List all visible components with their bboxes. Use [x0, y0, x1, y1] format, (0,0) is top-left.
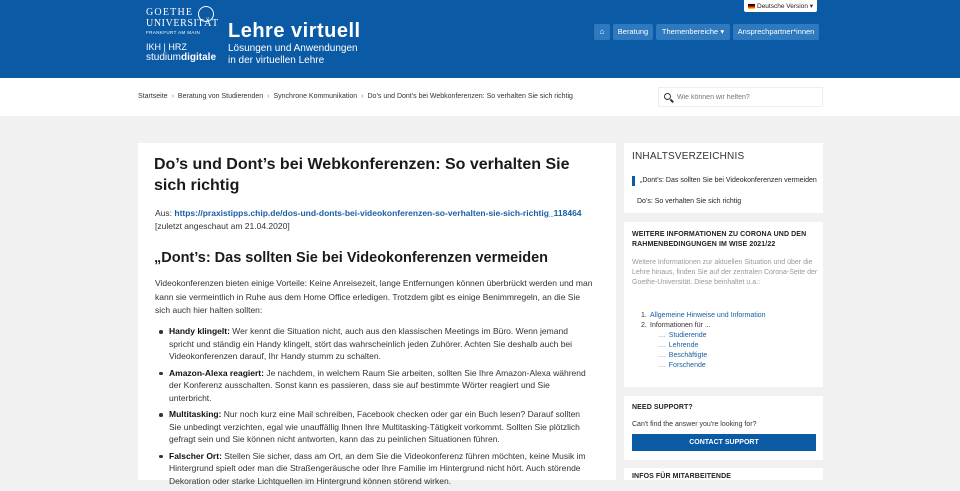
list-item	[641, 351, 766, 361]
link-studierende[interactable]: Studierende	[668, 332, 707, 339]
corona-info-heading: WEITERE INFORMATIONEN ZU CORONA UND DEN RAHMENBEDINGUNGEN IM WISE 2021/22	[632, 231, 807, 248]
search-input[interactable]	[677, 92, 817, 103]
table-of-contents	[624, 143, 823, 213]
ellipsis-icon: ....	[658, 332, 666, 339]
site-subtitle	[228, 43, 358, 67]
support-text: Can't find the answer you're looking for?	[632, 421, 757, 428]
donts-list	[169, 325, 589, 491]
toc-title: INHALTSVERZEICHNIS	[632, 151, 745, 162]
corona-info-list	[641, 311, 766, 371]
chevron-right-icon: ›	[171, 93, 174, 100]
goethe-portrait-icon	[198, 6, 214, 22]
ellipsis-icon: ....	[658, 352, 666, 359]
corona-info-text: Weitere Informationen zur aktuellen Situation und über die Lehre hinaus, finden Sie auf der zentralen Corona-Seite der Goethe-Universität. Diese beinhaltet u.a.:	[632, 259, 818, 286]
breadcrumb-synchrone-kommunikation[interactable]: Synchrone Kommunikation	[273, 93, 358, 100]
logo-line-goethe: GOETHE	[146, 7, 194, 18]
language-switcher[interactable]	[744, 0, 817, 12]
source-prefix: Aus:	[155, 208, 173, 218]
breadcrumb-current: Do’s und Dont’s bei Webkonferenzen: So verhalten Sie sich richtig	[367, 93, 573, 100]
logo-line-city: FRANKFURT AM MAIN	[146, 30, 201, 35]
link-allgemeine-hinweise[interactable]: Allgemeine Hinweise und Information	[650, 312, 766, 319]
search-box[interactable]	[658, 87, 823, 107]
intro-paragraph: Videokonferenzen bieten einige Vorteile: Keine Anreisezeit, lange Entfernungen können überbrückt werden und man kann sie vermeintlich in Ruhe aus dem Home Office erledigen. Trotzdem gibt es einige Benimmregeln, an die Sie sich auch hier halten sollten:	[155, 278, 593, 315]
home-icon: ⌂	[599, 27, 605, 36]
informationen-label: Informationen für ...	[650, 322, 711, 329]
nav-themenbereiche-label: Themenbereiche	[661, 27, 719, 36]
logo-line-ikh-hrz: IKH | HRZ	[146, 42, 187, 52]
chevron-right-icon: ›	[267, 93, 270, 100]
article-source	[155, 207, 585, 232]
support-heading: NEED SUPPORT?	[632, 404, 693, 411]
list-item	[169, 325, 589, 363]
list-item	[641, 341, 766, 351]
support-box	[624, 396, 823, 460]
article-card	[138, 143, 616, 486]
list-item	[169, 450, 589, 488]
logo-line-universitaet: UNIVERSITÄT	[146, 18, 219, 29]
site-title[interactable]: Lehre virtuell	[228, 20, 361, 42]
logo-digitale: digitale	[181, 52, 217, 63]
list-item-title: Falscher Ort:	[169, 450, 222, 461]
link-lehrende[interactable]: Lehrende	[668, 342, 699, 349]
list-item	[169, 367, 589, 405]
list-item-title: Multitasking:	[169, 409, 222, 419]
ellipsis-icon: ....	[658, 342, 666, 349]
source-link[interactable]: https://praxistipps.chip.de/dos-und-donts-bei-videokonferenzen-so-verhalten-sie-sich-richtig_118464	[174, 208, 582, 218]
list-item-text: Stellen Sie sicher, dass am Ort, an dem Sie die Videokonferenz führen möchten, keine Musik im Hintergrund spielt oder man die Straßengeräusche oder Ihre Familie im Hintergrund nicht hört. Auch störende Dekoration oder starke Lichtquellen im Hintergrund können störend wirken.	[169, 450, 586, 486]
list-item-title: Handy klingelt:	[169, 326, 230, 336]
site-subtitle-line1: Lösungen und Anwendungen	[228, 43, 358, 54]
toc-item-dos[interactable]: Do’s: So verhalten Sie sich richtig	[637, 198, 742, 205]
logo-studiumdigitale	[146, 52, 218, 64]
site-header	[0, 0, 960, 78]
list-item-title: Amazon-Alexa reagiert:	[169, 367, 264, 378]
list-item	[169, 408, 589, 446]
german-flag-icon	[748, 4, 755, 9]
nav-themenbereiche[interactable]	[656, 24, 730, 40]
section-heading-donts: „Dont’s: Das sollten Sie bei Videokonferenzen vermeiden	[154, 250, 549, 266]
source-suffix: [zuletzt angeschaut am 21.04.2020]	[155, 220, 290, 231]
staff-info-box	[624, 468, 823, 480]
chevron-down-icon: ▾	[809, 3, 814, 10]
list-number: 1.	[641, 312, 647, 319]
breadcrumb	[138, 93, 573, 100]
list-item	[641, 311, 766, 321]
list-item	[641, 331, 766, 341]
link-forschende[interactable]: Forschende	[668, 362, 706, 369]
contact-support-button[interactable]: CONTACT SUPPORT	[632, 434, 816, 451]
list-item	[641, 321, 766, 331]
list-item-text: Wer kennt die Situation nicht, auch aus den klassischen Meetings im Büro. Wenn jemand spricht und ständig ein Handy klingelt, stört das wahrscheinlich jeden Zuhörer. Achten Sie deshalb auch bei Videokonferenzen darauf, Ihr Handy stumm zu schalten.	[169, 326, 573, 361]
logo-studium: studium	[146, 52, 182, 63]
caret-down-icon: ▾	[720, 27, 725, 36]
list-number: 2.	[641, 322, 647, 329]
site-subtitle-line2: in der virtuellen Lehre	[228, 55, 325, 66]
corona-info-box	[624, 222, 823, 387]
language-label: Deutsche Version	[757, 3, 808, 10]
home-button[interactable]	[594, 24, 610, 40]
list-item-text: Nur noch kurz eine Mail schreiben, Facebook checken oder gar ein Buch lesen? Darauf sollten Sie unbedingt verzichten, egal wie unauffällig Ihnen Ihre Multitasking-Tätigkeit vorkommt. Sollten Sie plötzlich gefragt sein und Sie können nicht antworten, kann das zu peinlichen Situationen führen.	[169, 409, 581, 444]
staff-info-heading: INFOS FÜR MITARBEITENDE	[632, 473, 732, 480]
nav-ansprechpartner[interactable]: Ansprechpartner*innen	[733, 24, 819, 40]
list-item	[641, 361, 766, 371]
chevron-right-icon: ›	[361, 93, 364, 100]
breadcrumb-startseite[interactable]: Startseite	[138, 93, 168, 100]
list-item-text: Je nachdem, in welchem Raum Sie arbeiten, sollten Sie Ihre Amazon-Alexa während der Konferenz ausschalten. Sonst kann es passieren, dass sie auf bestimmte Wörter reagiert und Sie unterbricht.	[169, 367, 586, 403]
article-title: Do’s und Dont’s bei Webkonferenzen: So verhalten Sie sich richtig	[154, 156, 570, 194]
search-icon[interactable]	[664, 93, 671, 100]
nav-beratung[interactable]: Beratung	[613, 24, 653, 40]
toc-item-donts[interactable]: „Dont’s: Das sollten Sie bei Videokonferenzen vermeiden	[632, 176, 817, 186]
link-beschaeftigte[interactable]: Beschäftigte	[668, 352, 708, 359]
ellipsis-icon: ....	[658, 362, 666, 369]
breadcrumb-beratung[interactable]: Beratung von Studierenden	[177, 93, 264, 100]
